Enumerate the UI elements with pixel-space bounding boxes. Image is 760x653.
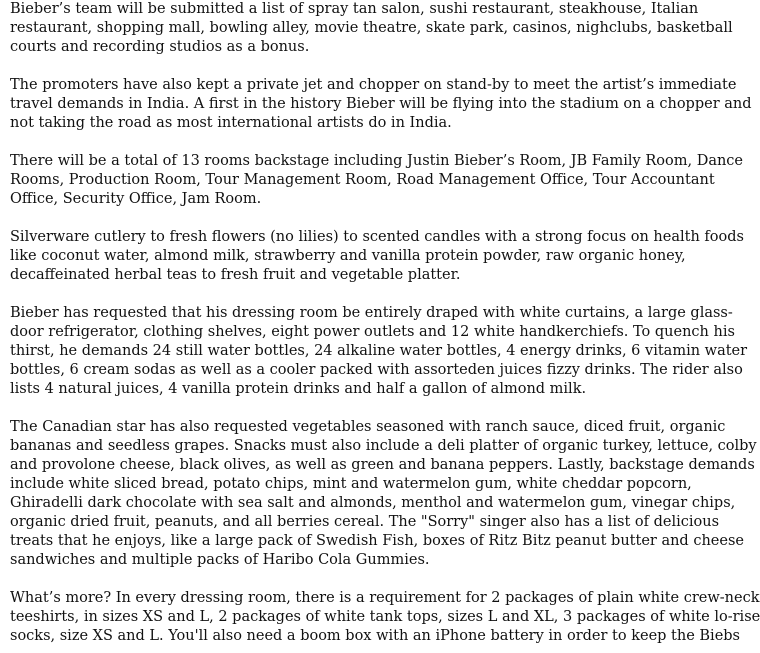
text-line: What’s more? In every dressing room, there is a requirement for 2 packages of plain white crew-neck: [10, 590, 760, 606]
text-line: There will be a total of 13 rooms backstage including Justin Bieber’s Room, JB Family Room, Dance: [10, 153, 744, 169]
text-line: The Canadian star has also requested vegetables seasoned with ranch sauce, diced fruit, organic: [10, 419, 726, 435]
text-line: lists 4 natural juices, 4 vanilla protein drinks and half a gallon of almond milk.: [10, 381, 587, 397]
text-line: bananas and seedless grapes. Snacks must also include a deli platter of organic turkey, lettuce, colby: [10, 438, 757, 454]
text-line: like coconut water, almond milk, strawberry and vanilla protein powder, raw organic honey,: [10, 248, 686, 264]
text-line: treats that he enjoys, like a large pack of Swedish Fish, boxes of Ritz Bitz peanut butter and cheese: [10, 533, 744, 549]
text-line: The promoters have also kept a private jet and chopper on stand-by to meet the artist’s immediate: [10, 77, 737, 93]
text-line: travel demands in India. A first in the history Bieber will be flying into the stadium on a chopper and: [10, 96, 752, 112]
paragraph-city-list: [10, 0, 733, 57]
text-line: courts and recording studios as a bonus.: [10, 39, 310, 55]
text-line: Office, Security Office, Jam Room.: [10, 191, 262, 207]
text-line: Ghiradelli dark chocolate with sea salt and almonds, menthol and watermelon gum, vinegar chips,: [10, 495, 736, 511]
text-line: decaffeinated herbal teas to fresh fruit and vegetable platter.: [10, 267, 461, 283]
text-line: Bieber’s team will be submitted a list of spray tan salon, sushi restaurant, steakhouse, Italian: [10, 1, 699, 17]
text-line: thirst, he demands 24 still water bottles, 24 alkaline water bottles, 4 energy drinks, 6 vitamin water: [10, 343, 748, 359]
text-line: include white sliced bread, potato chips, mint and watermelon gum, white cheddar popcorn,: [10, 476, 692, 492]
text-line: teeshirts, in sizes XS and L, 2 packages of white tank tops, sizes L and XL, 3 packages of white lo-rise: [10, 609, 760, 625]
paragraph-clothing: [10, 589, 760, 646]
text-line: sandwiches and multiple packs of Haribo Cola Gummies.: [10, 552, 430, 568]
text-line: bottles, 6 cream sodas as well as a cooler packed with assorteden juices fizzy drinks. The rider also: [10, 362, 743, 378]
text-line: Rooms, Production Room, Tour Management Room, Road Management Office, Tour Accountant: [10, 172, 715, 188]
text-line: Silverware cutlery to fresh flowers (no lilies) to scented candles with a strong focus on health foods: [10, 229, 744, 245]
document-body: [10, 0, 760, 653]
paragraph-snacks: [10, 418, 757, 570]
text-line: socks, size XS and L. You'll also need a boom box with an iPhone battery in order to keep the Biebs: [10, 628, 740, 644]
text-line: door refrigerator, clothing shelves, eight power outlets and 12 white handkerchiefs. To quench his: [10, 324, 735, 340]
text-line: Bieber has requested that his dressing room be entirely draped with white curtains, a large glass-: [10, 305, 733, 321]
paragraph-health-food: [10, 228, 744, 285]
text-line: not taking the road as most international artists do in India.: [10, 115, 452, 131]
paragraph-travel: [10, 76, 752, 133]
text-line: restaurant, shopping mall, bowling alley, movie theatre, skate park, casinos, nighclubs, basketball: [10, 20, 733, 36]
text-line: organic dried fruit, peanuts, and all berries cereal. The "Sorry" singer also has a list of delicious: [10, 514, 720, 530]
paragraph-rooms: [10, 152, 744, 209]
text-line: and provolone cheese, black olives, as well as green and banana peppers. Lastly, backstage demands: [10, 457, 755, 473]
paragraph-dressing-room: [10, 304, 748, 399]
